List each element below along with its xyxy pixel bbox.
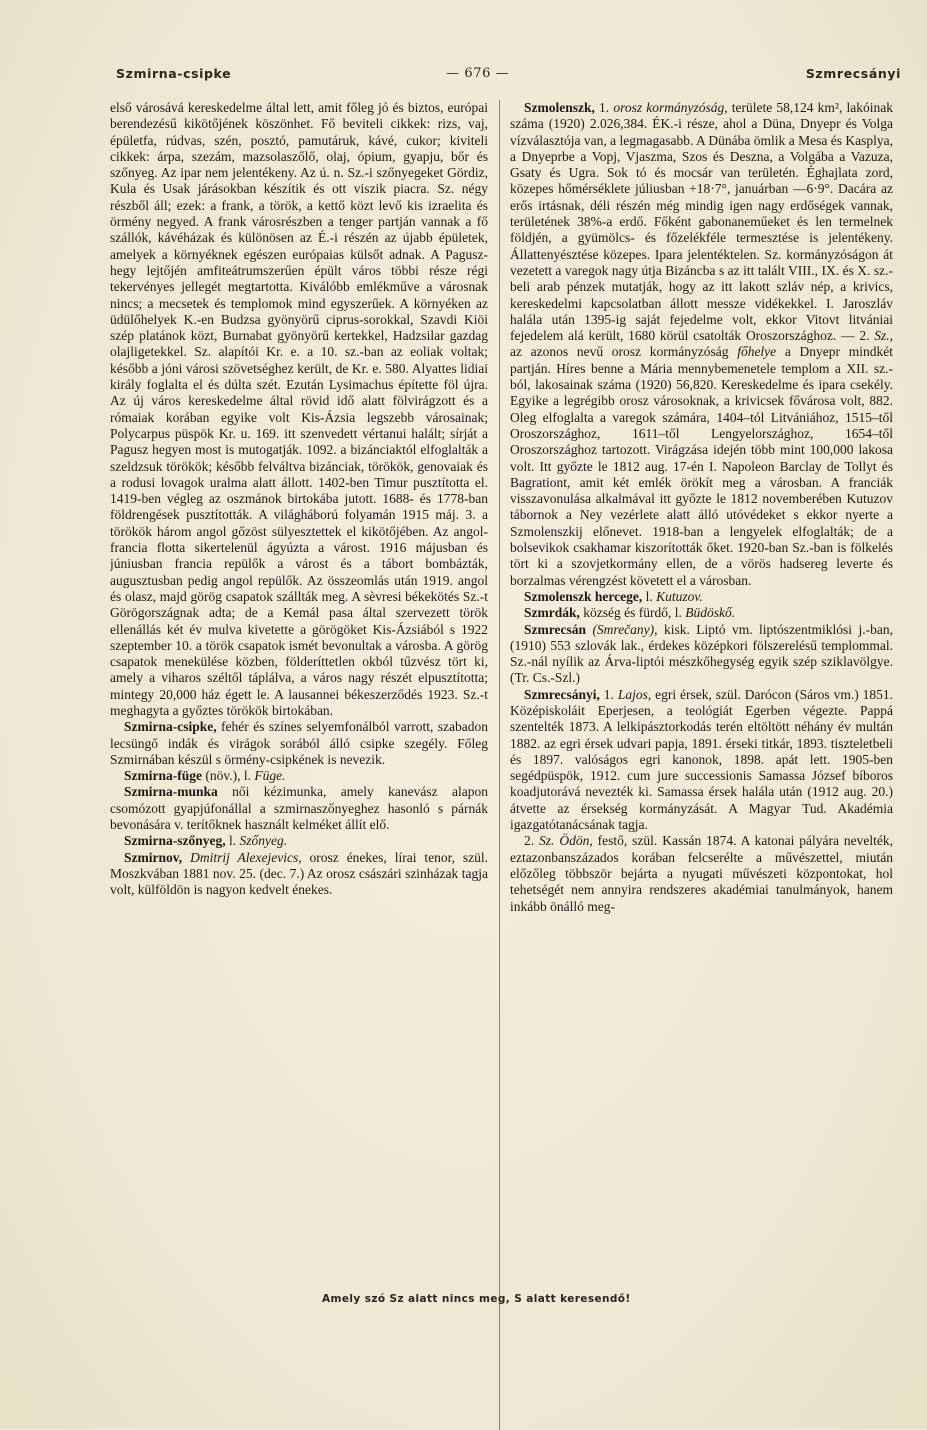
entry-text: egri érsek, szül. Darócon (Sáros vm.) 1851. Középiskoláit Eperjesen, a teológiát Egerben végezte. Pappá szentelték 1873. A lelkipásztorkodás terén eltöltött néhány év multán 1882. az egri érsek udvari papja, 1891. érseki titkár, 1893. tiszteletbeli és 1897. valóságos egri kanonok, 1898. apát lett. 1905-ben segédpüspök, 1912. cum jure successionis Samassa József bíboros koadjutorává nevezték ki. Samassa érsek halála után (1912 aug. 20.) átvette az érsekség kormányzását. A Magyar Tud. Akadémia igazgatótanácsának tagja.	[510, 686, 893, 833]
entry-text: 2.	[524, 833, 540, 849]
entry-text: festő, szül. Kassán 1874. A katonai pályára nevelték, eztazonbanszázados korában felcserélte a művészettel, miután előzőleg többször bejárta a nyugati művészeti központokat, hol tehetségét nem annyira rendszeres akadémiai tanulmányok, hanem inkább önálló meg-	[510, 833, 893, 914]
entry-text: orosz énekes, lírai tenor, szül. Moszkvában 1881 nov. 25. (dec. 7.) Az orosz császári szinházak tagja volt, külföldön is nagyon kedvelt énekes.	[110, 849, 488, 898]
entry-person-name: Dmitrij Alexejevics,	[182, 849, 302, 865]
entry-text: kisk. Liptó vm. liptószentmiklósi j.-ban, (1910) 553 szlovák lak., érdekes középkori fölszerelésű templommal. Sz.-nál nyílik az Árva-liptói mészkőhegység egyik szép sziklavölgye. (Tr. Cs.-Szl.)	[510, 621, 893, 686]
entry-text: a Dnyepr mindkét partján. Híres benne a Mária mennybemenetele templom a XII. sz.-ból, lakosainak száma (1920) 56,820. Kereskedelme és ipara csekély. Egyike a legrégibb orosz városoknak, a krivicsek fővárosa volt, 882. Oleg elfoglalta a varegok számára, 1404–tól Litvániához, 1515–től Oroszországhoz, 1611–től Lengyelországhoz, 1654–től Oroszországhoz tartozott. Virágzása idején több mint 100,000 lakosa volt. Itt győzte le 1812 aug. 17-én I. Napoleon Barclay de Tollyt és Bagrationt, amit két emlék örökít meg a városban. A franciák visszavonulása alkalmával itt győzte le 1812 novemberében Kutuzov tábornok a Ney vezérlete alatt álló utóvédeket s ekkor nyerte a Szmolenszkij előnevet. 1918-ban a lengyelek elfoglalták; de a bolsevikok csakhamar kiszorították őket. 1920-ban Sz.-ban is fölkelés tört ki a szovjetkormány ellen, de a vörös hadsereg leverte és borzalmas vérengzést követett el a városban.	[510, 344, 893, 588]
entry-szmrecsanyi-odon	[510, 833, 893, 914]
entry-headword: Szmrecsán	[524, 621, 586, 637]
szmirna-article-continuation: első városává kereskedelme által lett, amit főleg jó és biztos, európai berendezésű kikötőjének köszönhet. Fő beviteli cikkek: rizs, vaj, épületfa, rúdvas, szén, posztó, pamutáruk, kávé, cukor; kiviteli cikkek: árpa, szezám, mazsolaszőlő, olaj, ópium, gyapju, bőr és szőnyeg. Az ipar nem jelentékeny. Az ú. n. Sz.-i szőnyegeket Gördiz, Kula és Usak járásokban készítik és ott viszik piacra. Sz. négy részből áll; ezek: a frank, a török, a kettő közt levő kis izraelita és örmény negyed. A frank városrészben a tenger partján vannak a fő szállók, kávéházak és különösen az É.-i részén az újabb épületek, amelyek a környéknek egészen európaias külsőt adnak. A Pagusz-hegy lejtőjén amfiteátrumszerűen épült város többi része régi tekervényes jellegét megtartotta. Kiválóbb emlékműve a városnak nincs; a mecsetek és templomok mind egyszerűek. A környéken az üdülőhelyek K.-en Budzsa gyönyörű ciprus-sorokkal, Szavdi Kiöi szép platánok közt, Burnabat gyönyörű kertekkel, Hadzsilar gazdag olajligetekkel. Sz. alapítói Kr. e. a 10. sz.-ban az eoliak voltak; később a jóni városi szövetséghez került, de Kr. e. 580. Alyattes lidiai király foglalta el és dúlta szét. Ezután Lysimachus építette föl újra. Az új város kereskedelme által rövid idő alatt fölvirágzott és a rómaiak korában egyike volt Kis-Ázsia legszebb városainak; Polycarpus püspök Kr. u. 169. itt szenvedett vértanui halált; sírját a Pagusz hegyen most is mutogatják. 1092. a bizánciaktól elfoglalták a szeldzsuk törökök; később felváltva bizánciak, törökök, genovaiak és a rodusi lovagok uralma alatt állott. 1402-ben Timur pusztította el. 1419-ben végleg az oszmánok birtokába jutott. 1688- és 1778-ban földrengések pusztították. A világháború folyamán 1915 máj. 3. a törökök három angol gőzöst sülyesztettek el kikötőjében. Az angol-francia flotta sikertelenül ágyúzta a várost. 1916 májusban és júniusban francia repülők a várost és a tábort bombázták, augusztusban pedig angol repülők. Az összeomlás után 1919. angol és olasz, majd görög csapatok szállták meg. A sèvresi békekötés Sz.-t Görögországnak adta; de a Kemál pasa által szervezett török ellenállás két év mulva kivetette a görögöket Kis-Ázsiából s 1922 szeptember 10. a török csapatok ismét bevonultak a városba. A görög csapatok menekülése közben, földeríttetlen okból tűzvész tört ki, amely a viharos széltől táplálva, a város nagy részét elpusztította; mintegy 20,000 ház égett le. A lausannei békeszerződés 1923. Sz.-t meghagyta a győztes törökök birtokában.	[110, 100, 488, 718]
entry-szmolenszk-hercege	[510, 589, 893, 605]
entry-szmirnov	[110, 850, 488, 899]
entry-text: l.	[642, 588, 657, 604]
entry-text: fehér és színes selyemfonálból varrott, szabadon lecsüngő indák és virágok sorából álló csipke szegély. Főleg Szmirnában készül s örmény-csipkének is nevezik.	[110, 719, 488, 767]
entry-person-name: Sz. Ödön,	[539, 833, 593, 849]
cross-reference: Kutuzov.	[656, 588, 703, 604]
entry-subject: Sz.,	[874, 328, 893, 344]
entry-subject: orosz kormányzóság,	[613, 100, 728, 115]
left-column	[110, 100, 488, 1285]
entry-text: 1.	[599, 686, 618, 702]
cross-reference: Füge.	[254, 768, 286, 784]
entry-szmirna-szonyeg	[110, 833, 488, 849]
entry-szmirna-munka	[110, 784, 488, 833]
entry-szmrecsanyi	[510, 687, 893, 834]
entry-headword: Szmrdák,	[524, 605, 580, 621]
entry-subject: főhelye	[737, 344, 777, 360]
entry-person-name: Lajos,	[617, 686, 652, 702]
entry-szmrecsan	[510, 622, 893, 687]
entry-text: község és fürdő, l.	[579, 605, 686, 621]
page-number: — 676 —	[446, 66, 510, 81]
entry-szmrdak	[510, 605, 893, 621]
entry-text: (növ.), l.	[202, 768, 255, 784]
entry-szmolenszk	[510, 100, 893, 589]
entry-szmirna-csipke	[110, 719, 488, 768]
entry-text: l.	[225, 833, 240, 849]
cross-reference: Szőnyeg.	[239, 833, 288, 849]
entry-text: területe 58,124 km², lakóinak száma (1920) 2.026,384. ÉK.-i része, ahol a Düna, Dnyepr és Volga vízválasztója van, a legmagasabb. A Dünába ömlik a Mesa és Kasplya, a Dnyeprbe a Vopj, Vjaszma, Szos és Deszna, a Volgába a Vazuza, Gsaty és Ugra. Sok tó és mocsár van területén. Éghajlata zord, közepes hőmérséklete júliusban +18·7°, januárban —6·9°. Dacára az erős irtásnak, déli részén még mindig igen nagy erdőségek vannak, területének 38%-a erdő. Főként gabonaneműeket és len termelnek földjén, a gyümölcs- és főzelékféle termesztése is jelentékeny. Állattenyésztése közepes. Ipara jelentéktelen. Sz. kormányzóságon át vezetett a varegok nagy útja Bizáncba s az itt talált VIII., IX. és X. sz.-beli arab pénzek mutatják, hogy az itt lakott szláv nép, a krivics, kereskedelmi kapcsolatban állott messze vidékekkel. I. Jaroszláv halála után 1395-ig saját fejedelme volt, ekkor Vitovt litvániai fejedelem alá került, 1680 körül csatolták Oroszországhoz. — 2.	[510, 100, 893, 344]
entry-text: női kézimunka, amely kanevász alapon csomózott gyapjúfonállal a szmirnaszőnyeghez hasonló s párnák bevonására v. terítőknek használt kelméket állít elő.	[110, 784, 488, 833]
page-footer-note: Amely szó Sz alatt nincs meg, S alatt keresendő!	[322, 1293, 631, 1305]
header-right-keyword: Szmrecsányi	[805, 66, 901, 81]
entry-text: 1.	[594, 100, 614, 115]
running-header	[116, 66, 901, 86]
right-column	[510, 100, 893, 1430]
entry-headword: Szmirnov,	[124, 849, 183, 865]
entry-headword: Szmirna-csipke,	[124, 719, 217, 735]
entry-headword: Szmirna-füge	[124, 768, 202, 784]
cross-reference: Büdöskő.	[685, 605, 736, 621]
header-left-keyword: Szmirna-csipke	[116, 66, 232, 81]
entry-headword: Szmirna-munka	[124, 784, 218, 800]
entry-szmirna-fuge	[110, 768, 488, 784]
entry-headword: Szmolenszk,	[524, 100, 595, 115]
column-divider	[499, 100, 500, 1430]
entry-text: az azonos nevű orosz kormányzóság	[510, 344, 738, 360]
entry-headword: Szmolenszk hercege,	[524, 588, 643, 604]
entry-alt-name: (Smrečany),	[586, 621, 658, 637]
entry-headword: Szmrecsányi,	[524, 686, 600, 702]
entry-headword: Szmirna-szőnyeg,	[124, 833, 226, 849]
